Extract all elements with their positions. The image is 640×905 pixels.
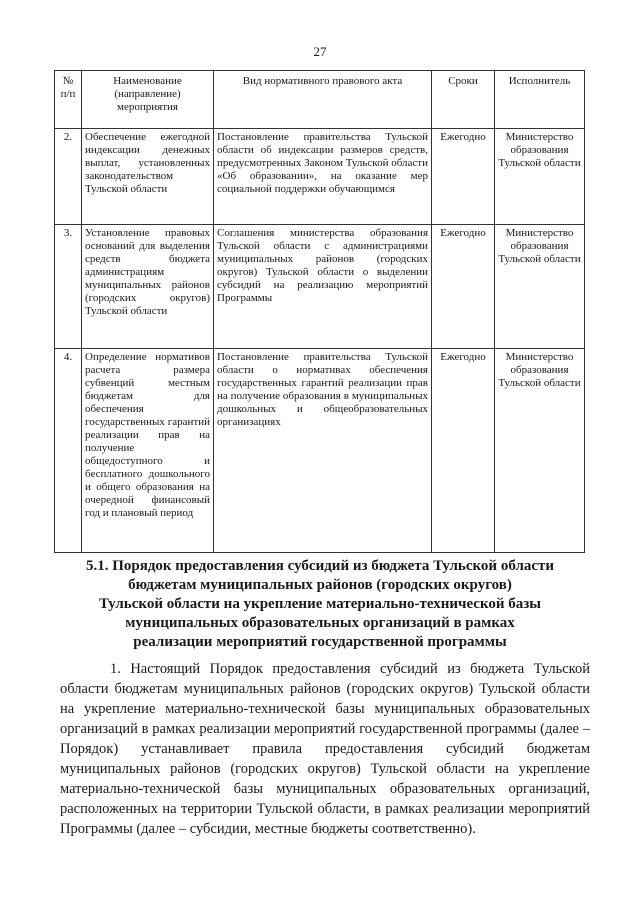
row-name: Установление правовых оснований для выделения средств бюджета администрациям муниципальных районов (городских округов) Тульской области (82, 225, 214, 349)
section-heading (60, 557, 580, 652)
table-row (55, 349, 585, 553)
row-name: Определение нормативов расчета размера субвенций местным бюджетам для обеспечения государственных гарантий реализации прав на получение общедоступного и бесплатного дошкольного и общего образования на очередной финансовый год и плановый период (82, 349, 214, 553)
header-num: № п/п (55, 71, 82, 129)
row-act: Постановление правительства Тульской области о нормативах обеспечения государственных гарантий реализации прав на получение образования в муниципальных дошкольных и общеобразовательных организациях (214, 349, 432, 553)
table-header-row (55, 71, 585, 129)
section-paragraph: 1. Настоящий Порядок предоставления субсидий из бюджета Тульской области бюджетам муниципальных районов (городских округов) Тульской области на укрепление материально-технической базы муниципальных образовательных организаций в рамках реализации мероприятий государственной программы (далее – Порядок) устанавливает правила предоставления субсидий бюджетам муниципальных районов (городских округов) Тульской области на укрепление материально-технической базы муниципальных образовательных организаций, расположенных на территории Тульской области, в рамках реализации мероприятий Программы (далее – субсидии, местные бюджеты соответственно). (60, 661, 590, 837)
row-executor: Министерство образования Тульской области (495, 225, 585, 349)
section-heading-line: бюджетам муниципальных районов (городских округов) (128, 577, 512, 593)
table-row (55, 225, 585, 349)
row-terms: Ежегодно (432, 129, 495, 225)
row-executor: Министерство образования Тульской области (495, 129, 585, 225)
table-row (55, 129, 585, 225)
section-heading-line: муниципальных образовательных организаций в рамках (125, 615, 515, 631)
row-executor: Министерство образования Тульской области (495, 349, 585, 553)
header-terms: Сроки (432, 71, 495, 129)
section-heading-line: реализации мероприятий государственной программы (133, 634, 507, 650)
row-act: Постановление правительства Тульской области об индексации размеров средств, предусмотренных Законом Тульской области «Об образовании», на оказание мер социальной поддержки обучающимся (214, 129, 432, 225)
row-terms: Ежегодно (432, 349, 495, 553)
page-number: 27 (313, 44, 327, 59)
header-name: Наименование (направление) мероприятия (82, 71, 214, 129)
header-executor: Исполнитель (495, 71, 585, 129)
row-terms: Ежегодно (432, 225, 495, 349)
section-heading-line: 5.1. Порядок предоставления субсидий из бюджета Тульской области (85, 558, 555, 574)
row-num: 2. (55, 129, 82, 225)
row-num: 3. (55, 225, 82, 349)
row-act: Соглашения министерства образования Тульской области с администрациями муниципальных районов (городских округов) Тульской области о выделении субсидий на реализацию мероприятий Программы (214, 225, 432, 349)
section-heading-line: Тульской области на укрепление материально-технической базы (98, 596, 542, 612)
header-act: Вид нормативного правового акта (214, 71, 432, 129)
measures-table (54, 70, 585, 553)
row-name: Обеспечение ежегодной индексации денежных выплат, установленных законодательством Тульской области (82, 129, 214, 225)
row-num: 4. (55, 349, 82, 553)
